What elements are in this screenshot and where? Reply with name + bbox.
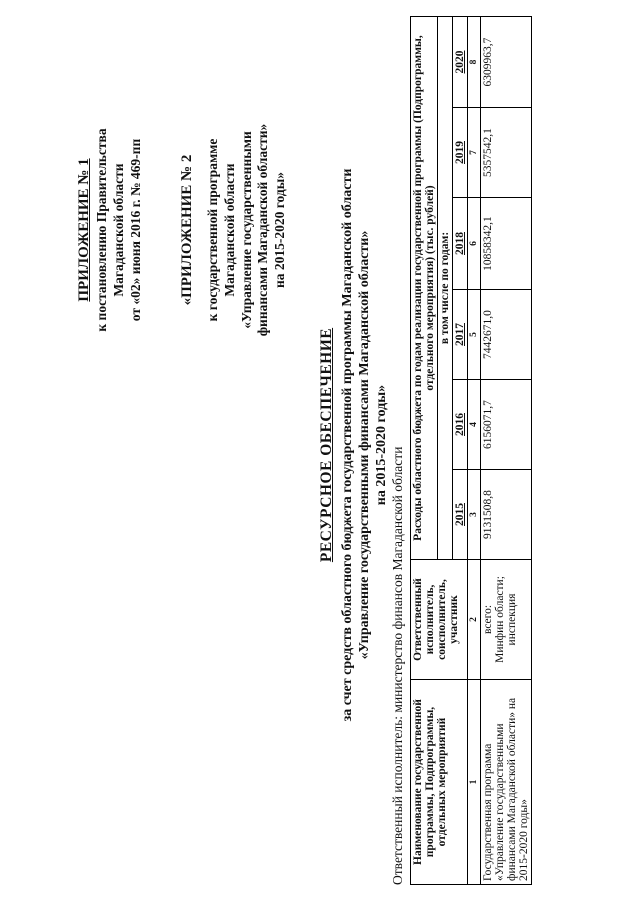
appendix-2-line: финансами Магаданской области» — [255, 123, 271, 337]
appendix-2-line: к государственной программе — [204, 138, 220, 322]
document-title: РЕСУРСНОЕ ОБЕСПЕЧЕНИЕ — [318, 327, 335, 563]
column-index: 8 — [468, 17, 481, 108]
appendix-1-line: Магаданской области — [110, 163, 126, 297]
table-index-row — [468, 17, 481, 885]
resource-table — [410, 16, 532, 885]
appendix-1-line: от «02» июня 2016 г. № 469-пп — [127, 138, 143, 322]
document-subtitle-line: на 2015-2020 годы» — [374, 384, 390, 506]
table-header-row — [411, 17, 438, 885]
document-title-block — [318, 25, 390, 865]
program-name-cell: Государственная программа «Управление государственными финансами Магаданской области» на 2015-2020 годы» — [481, 680, 532, 885]
value-cell: 7442671,0 — [481, 290, 532, 380]
responsible-executor: Ответственный исполнитель: министерство финансов Магаданской области — [390, 446, 405, 885]
header-including-years: в том числе по годам: — [438, 17, 453, 560]
appendix-2-block — [178, 40, 289, 420]
program-executor-cell — [481, 560, 532, 680]
executor-names: Минфин области; инспекция — [494, 576, 518, 663]
column-index: 2 — [468, 560, 481, 680]
appendix-2-line: Магаданской области — [221, 163, 237, 297]
column-index: 4 — [468, 380, 481, 470]
year-header: 2018 — [453, 198, 468, 290]
document-subtitle-line: «Управление государственными финансами Магаданской области» — [356, 230, 372, 660]
appendix-1-heading: ПРИЛОЖЕНИЕ № 1 — [76, 158, 92, 302]
value-cell: 10858342,1 — [481, 198, 532, 290]
column-index: 3 — [468, 470, 481, 560]
header-name: Наименование государственной программы, Подпрограммы, отдельных мероприятий — [411, 680, 468, 885]
year-header: 2019 — [453, 108, 468, 198]
year-header: 2015 — [453, 470, 468, 560]
value-cell: 9131508,8 — [481, 470, 532, 560]
header-executor: Ответственный исполнитель, соисполнитель, участник — [411, 560, 468, 680]
appendix-2-line: на 2015-2020 годы» — [272, 171, 288, 289]
year-header: 2017 — [453, 290, 468, 380]
value-cell: 5357542,1 — [481, 108, 532, 198]
year-header: 2020 — [453, 17, 468, 108]
year-header: 2016 — [453, 380, 468, 470]
appendix-1-line: к постановлению Правительства — [93, 128, 109, 332]
column-index: 7 — [468, 108, 481, 198]
appendix-2-heading: «ПРИЛОЖЕНИЕ № 2 — [179, 154, 195, 306]
executor-total-label: всего: — [482, 604, 494, 635]
value-cell: 6156071,7 — [481, 380, 532, 470]
table-row — [481, 17, 532, 885]
column-index: 6 — [468, 198, 481, 290]
appendix-2-line: «Управление государственными — [238, 131, 254, 329]
column-index: 5 — [468, 290, 481, 380]
column-index: 1 — [468, 680, 481, 885]
value-cell: 6309963,7 — [481, 17, 532, 108]
appendix-1-block — [75, 40, 144, 420]
document-subtitle-line: за счет средств областного бюджета государственной программы Магаданской области — [339, 168, 355, 722]
header-expenses: Расходы областного бюджета по годам реализации государственной программы (Подпрограммы, отдельного мероприятия) (тыс. рублей) — [411, 17, 438, 560]
